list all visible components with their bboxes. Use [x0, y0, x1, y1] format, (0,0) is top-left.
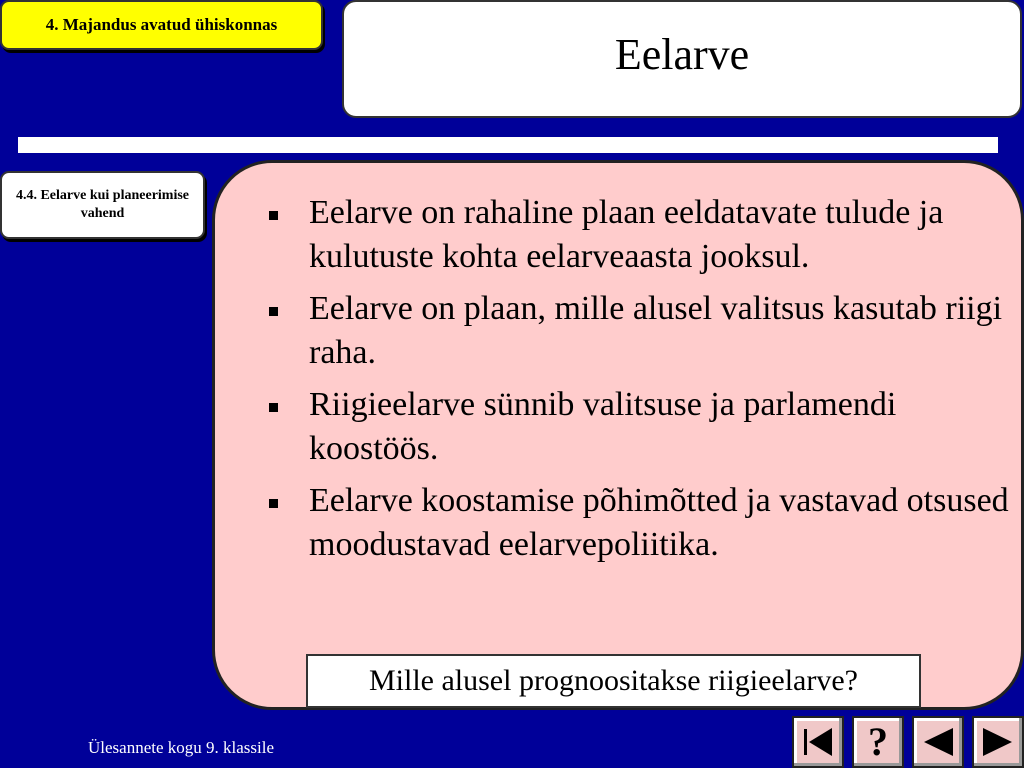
- first-slide-icon: [798, 724, 838, 760]
- title-divider: [18, 137, 998, 153]
- next-slide-icon: [978, 724, 1018, 760]
- square-bullet-icon: [269, 211, 278, 220]
- content-panel: [212, 160, 1024, 710]
- question-box[interactable]: [306, 654, 921, 708]
- bullet-item: [269, 287, 1009, 375]
- square-bullet-icon: [269, 499, 278, 508]
- previous-slide-button[interactable]: [912, 716, 964, 768]
- next-slide-button[interactable]: [972, 716, 1024, 768]
- bullet-text: Eelarve koostamise põhimõtted ja vastavad otsused moodustavad eelarvepoliitika.: [309, 482, 1009, 563]
- section-label: 4.4. Eelarve kui planeerimise vahend: [15, 188, 190, 221]
- previous-slide-icon: [918, 724, 958, 760]
- bullet-item: [269, 191, 1009, 279]
- help-icon: ?: [868, 719, 888, 764]
- help-button[interactable]: [852, 716, 904, 768]
- section-tag: [0, 171, 205, 239]
- bullet-list: [269, 191, 1009, 575]
- bullet-text: Eelarve on rahaline plaan eeldatavate tulude ja kulutuste kohta eelarveaasta jooksul.: [309, 194, 944, 275]
- square-bullet-icon: [269, 307, 278, 316]
- bullet-item: [269, 383, 1009, 471]
- chapter-tag: [0, 0, 323, 50]
- bullet-text: Eelarve on plaan, mille alusel valitsus kasutab riigi raha.: [309, 290, 1003, 371]
- chapter-label: 4. Majandus avatud ühiskonnas: [45, 15, 278, 34]
- bullet-text: Riigieelarve sünnib valitsuse ja parlamendi koostöös.: [309, 386, 897, 467]
- question-text: Mille alusel prognoositakse riigieelarve?: [368, 664, 858, 697]
- square-bullet-icon: [269, 403, 278, 412]
- slide-title: Eelarve: [614, 29, 750, 79]
- footer-text: Ülesannete kogu 9. klassile: [88, 738, 275, 757]
- bullet-item: [269, 479, 1009, 567]
- slide-title-box: [342, 0, 1022, 118]
- first-slide-button[interactable]: [792, 716, 844, 768]
